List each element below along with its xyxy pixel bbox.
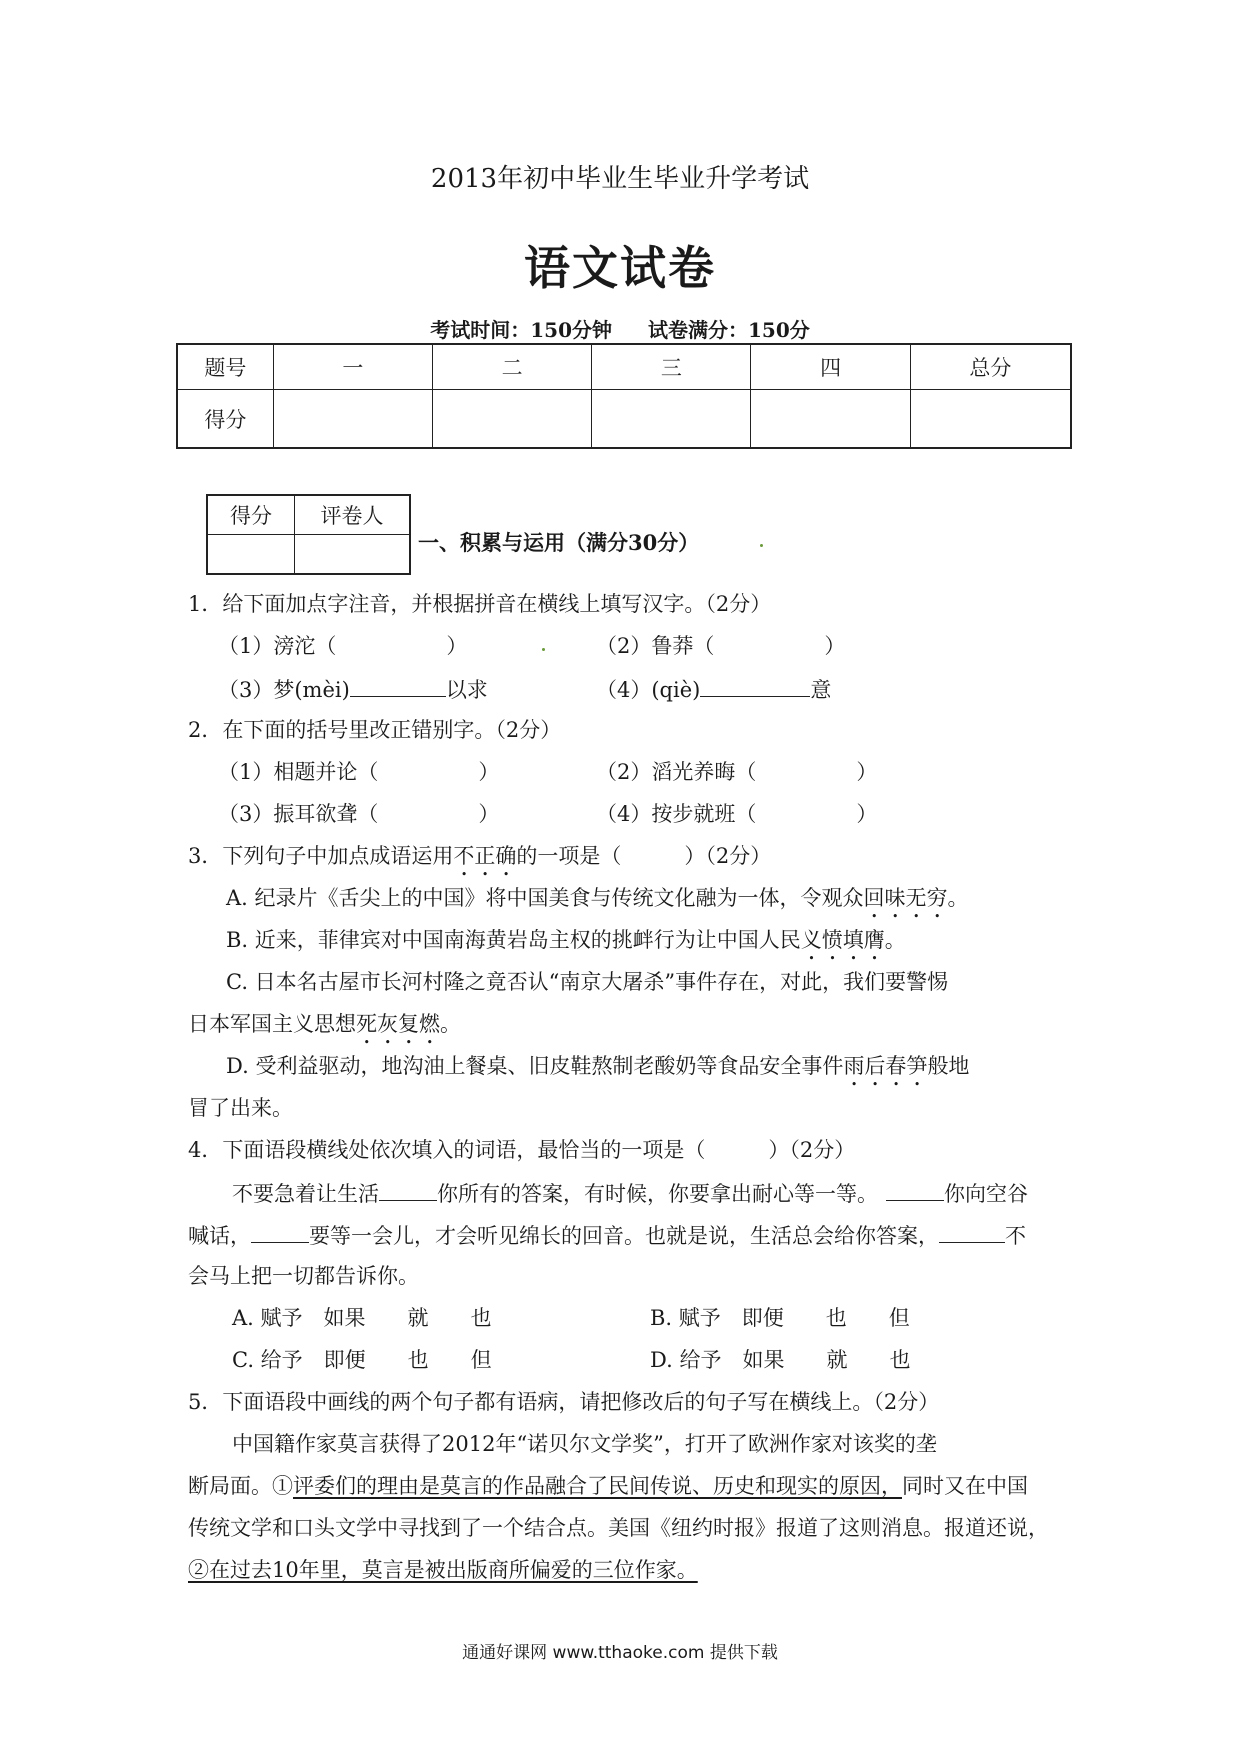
q3-option-c-line1: C. 日本名古屋市长河村隆之竟否认“南京大屠杀”事件存在，对此，我们要警惕 (226, 970, 949, 994)
q2-stem: 2．在下面的括号里改正错别字。（2分） (188, 718, 562, 742)
q3-option-c-line2: 日本军国主义思想死灰复燃。 (188, 1012, 461, 1036)
q2-item-a: （1）相题并论（ ） (218, 760, 500, 784)
q4-stem: 4．下面语段横线处依次填入的词语，最恰当的一项是（ ）（2分） (188, 1138, 856, 1162)
paper-title: 语文试卷 (524, 241, 716, 295)
score-table-header: 四 (751, 344, 910, 390)
score-cell[interactable] (432, 390, 591, 449)
q3-option-b: B. 近来，菲律宾对中国南海黄岩岛主权的挑衅行为让中国人民义愤填膺。 (226, 928, 906, 952)
answer-blank[interactable] (939, 1220, 1005, 1243)
score-table-header: 二 (432, 344, 591, 390)
answer-blank[interactable] (251, 1220, 309, 1243)
q5-passage-line2: 断局面。①评委们的理由是莫言的作品融合了民间传说、历史和现实的原因，同时又在中国 (188, 1474, 1028, 1498)
footer-source: 通通好课网 www.tthaoke.com 提供下载 (462, 1643, 778, 1663)
score-cell[interactable] (910, 390, 1071, 449)
q1-stem: 1．给下面加点字注音，并根据拼音在横线上填写汉字。（2分） (188, 592, 772, 616)
q3-stem: 3．下列句子中加点成语运用不正确的一项是（ ）（2分） (188, 844, 772, 868)
q4-passage-line1: 不要急着让生活 你所有的答案，有时候，你要拿出耐心等一等。 你向空谷 (232, 1178, 1028, 1208)
section-heading: 一、积累与运用（满分30分） (418, 530, 700, 555)
q5-passage-line1: 中国籍作家莫言获得了2012年“诺贝尔文学奖”，打开了欧洲作家对该奖的垄 (232, 1432, 937, 1456)
score-cell[interactable] (751, 390, 910, 449)
score-table-header: 题号 (177, 344, 273, 390)
q4-passage-line2: 喊话， 要等一会儿，才会听见绵长的回音。也就是说，生活总会给你答案， 不 (188, 1220, 1026, 1250)
score-table-header: 一 (273, 344, 432, 390)
q3-option-a: A. 纪录片《舌尖上的中国》将中国美食与传统文化融为一体，令观众回味无穷。 (226, 886, 969, 910)
q4-option-b: B. 赋予 即便 也 但 (650, 1306, 910, 1330)
answer-blank[interactable] (886, 1178, 944, 1201)
grader-score-label: 得分 (207, 495, 295, 535)
q4-option-d: D. 给予 如果 就 也 (650, 1348, 911, 1372)
q3-option-d-line2: 冒了出来。 (188, 1096, 293, 1120)
q5-passage-line4 (188, 1556, 698, 1584)
q1-item-b: （2）鲁莽（ ） (596, 634, 846, 658)
underlined-sentence-2: ②在过去10年里，莫言是被出版商所偏爱的三位作家。 (188, 1558, 698, 1582)
grader-table (206, 494, 411, 575)
grader-score-cell[interactable] (207, 535, 295, 575)
grader-name-label: 评卷人 (295, 495, 411, 535)
exam-title: 2013年初中毕业生毕业升学考试 (430, 164, 810, 194)
answer-blank[interactable] (350, 674, 446, 697)
q2-item-d: （4）按步就班（ ） (596, 802, 878, 826)
answer-blank[interactable] (700, 674, 810, 697)
q1-item-a: （1）滂沱（ ） (218, 634, 468, 658)
q3-option-d-line1: D. 受利益驱动，地沟油上餐桌、旧皮鞋熬制老酸奶等食品安全事件雨后春笋般地 (226, 1054, 970, 1078)
q2-item-b: （2）滔光养晦（ ） (596, 760, 878, 784)
q1-item-c: （3）梦(mèi) 以求 (218, 674, 488, 704)
exam-time: 考试时间：150分钟 (430, 318, 612, 342)
q5-passage-line3: 传统文学和口头文学中寻找到了一个结合点。美国《纽约时报》报道了这则消息。报道还说， (188, 1516, 1049, 1540)
scan-speck (542, 648, 545, 651)
score-table (176, 343, 1072, 449)
exam-full-score: 试卷满分：150分 (648, 318, 810, 342)
answer-blank[interactable] (379, 1178, 437, 1201)
q4-option-c: C. 给予 即便 也 但 (232, 1348, 492, 1372)
score-row-label: 得分 (177, 390, 273, 449)
underlined-sentence-1: 评委们的理由是莫言的作品融合了民间传说、历史和现实的原因， (293, 1474, 902, 1498)
scan-speck (760, 544, 763, 547)
q2-item-c: （3）振耳欲聋（ ） (218, 802, 500, 826)
q4-option-a: A. 赋予 如果 就 也 (232, 1306, 492, 1330)
q4-passage-line3: 会马上把一切都告诉你。 (188, 1264, 419, 1288)
exam-info (0, 314, 1240, 343)
score-cell[interactable] (592, 390, 751, 449)
q1-item-d: （4）(qiè) 意 (596, 674, 831, 704)
score-table-header: 总分 (910, 344, 1071, 390)
grader-name-cell[interactable] (295, 535, 411, 575)
score-table-header: 三 (592, 344, 751, 390)
score-cell[interactable] (273, 390, 432, 449)
q5-stem: 5．下面语段中画线的两个句子都有语病，请把修改后的句子写在横线上。（2分） (188, 1390, 940, 1414)
